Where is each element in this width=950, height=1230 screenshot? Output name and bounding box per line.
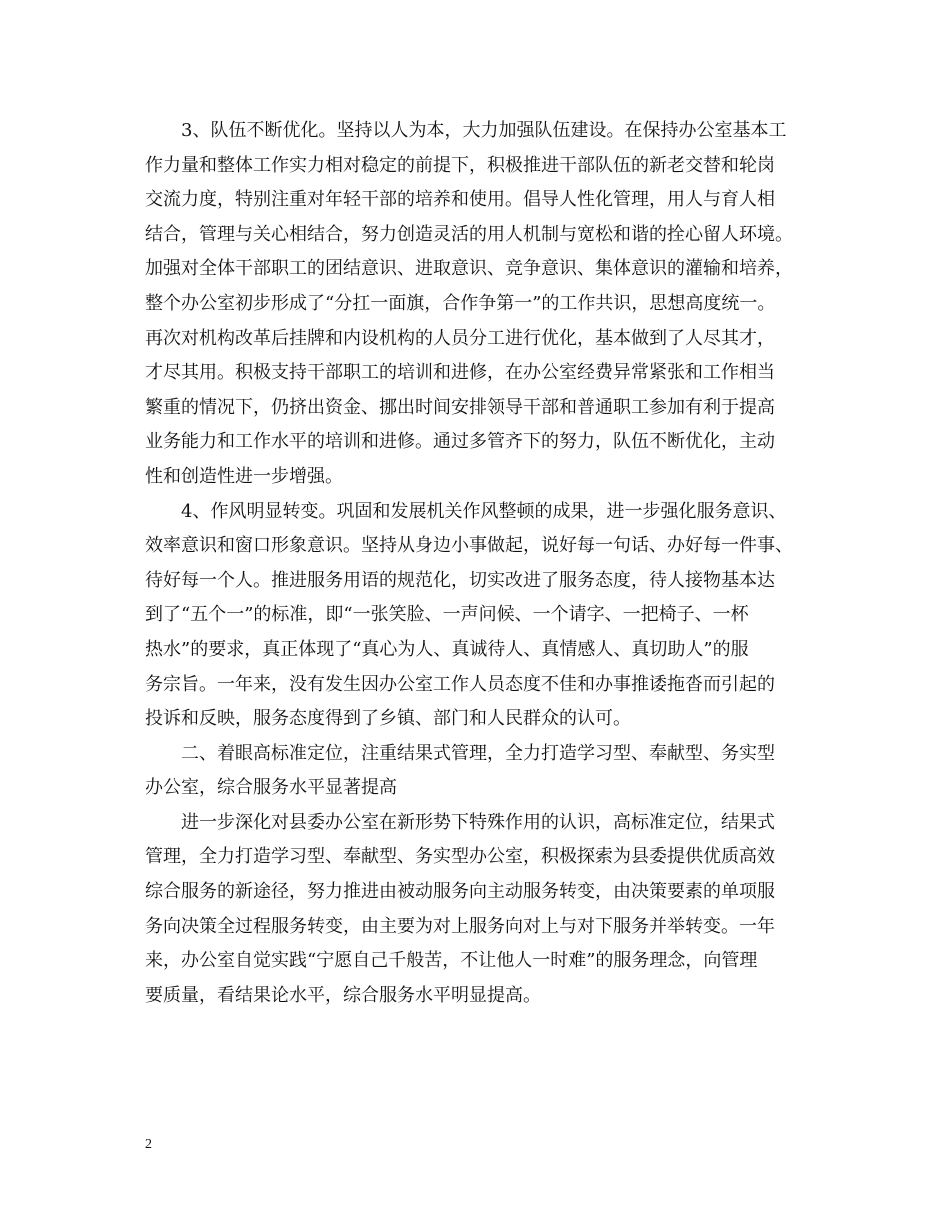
text-line: 加强对全体干部职工的团结意识、进取意识、竞争意识、集体意识的灌输和培养， [145,258,793,280]
text-line: 结合，管理与关心相结合，努力创造灵活的用人机制与宽松和谐的拴心留人环境。 [145,223,793,245]
text-line: 综合服务的新途径，努力推进由被动服务向主动服务转变，由决策要素的单项服 [145,881,775,903]
text-line: 作力量和整体工作实力相对稳定的前提下，积极推进干部队伍的新老交替和轮岗 [145,154,775,176]
document-body [145,114,809,1013]
text-line: 业务能力和工作水平的培训和进修。通过多管齐下的努力，队伍不断优化，主动 [145,431,775,453]
text-line: 进一步深化对县委办公室在新形势下特殊作用的认识，高标准定位，结果式 [181,811,775,833]
text-line: 管理，全力打造学习型、奉献型、务实型办公室，积极探索为县委提供优质高效 [145,846,775,868]
text-line: 才尽其用。积极支持干部职工的培训和进修，在办公室经费异常紧张和工作相当 [145,362,775,384]
text-line: 4、作风明显转变。巩固和发展机关作风整顿的成果，进一步强化服务意识、 [181,500,787,522]
text-line: 来，办公室自觉实践“宁愿自己千般苦，不让他人一时难”的服务理念，向管理 [145,950,758,972]
text-line: 到了“五个一”的标准，即“一张笑脸、一声问候、一个请字、一把椅子、一杯 [145,604,749,626]
text-line: 整个办公室初步形成了“分扛一面旗，合作争第一”的工作共识，思想高度统一。 [145,292,776,314]
text-line: 务宗旨。一年来，没有发生因办公室工作人员态度不佳和办事推诿拖沓而引起的 [145,673,775,695]
text-line: 效率意识和窗口形象意识。坚持从身边小事做起，说好每一句话、办好每一件事、 [145,535,793,557]
text-line: 性和创造性进一步增强。 [145,465,343,487]
text-line: 二、着眼高标准定位，注重结果式管理，全力打造学习型、奉献型、务实型 [181,742,775,764]
text-line: 投诉和反映，服务态度得到了乡镇、部门和人民群众的认可。 [145,708,631,730]
text-line: 待好每一个人。推进服务用语的规范化，切实改进了服务态度，待人接物基本达 [145,569,775,591]
text-line: 交流力度，特别注重对年轻干部的培养和使用。倡导人性化管理，用人与育人相 [145,189,775,211]
text-line: 要质量，看结果论水平，综合服务水平明显提高。 [145,984,541,1006]
text-line: 办公室，综合服务水平显著提高 [145,777,397,799]
text-line: 繁重的情况下，仍挤出资金、挪出时间安排领导干部和普通职工参加有利于提高 [145,396,775,418]
text-line: 再次对机构改革后挂牌和内设机构的人员分工进行优化，基本做到了人尽其才， [145,327,775,349]
text-line: 务向决策全过程服务转变，由主要为对上服务向对上与对下服务并举转变。一年 [145,915,775,937]
page-number: 2 [145,1137,152,1152]
text-line: 热水”的要求，真正体现了“真心为人、真诚待人、真情感人、真切助人”的服 [145,638,749,660]
text-line: 3、队伍不断优化。坚持以人为本，大力加强队伍建设。在保持办公室基本工 [181,120,787,141]
